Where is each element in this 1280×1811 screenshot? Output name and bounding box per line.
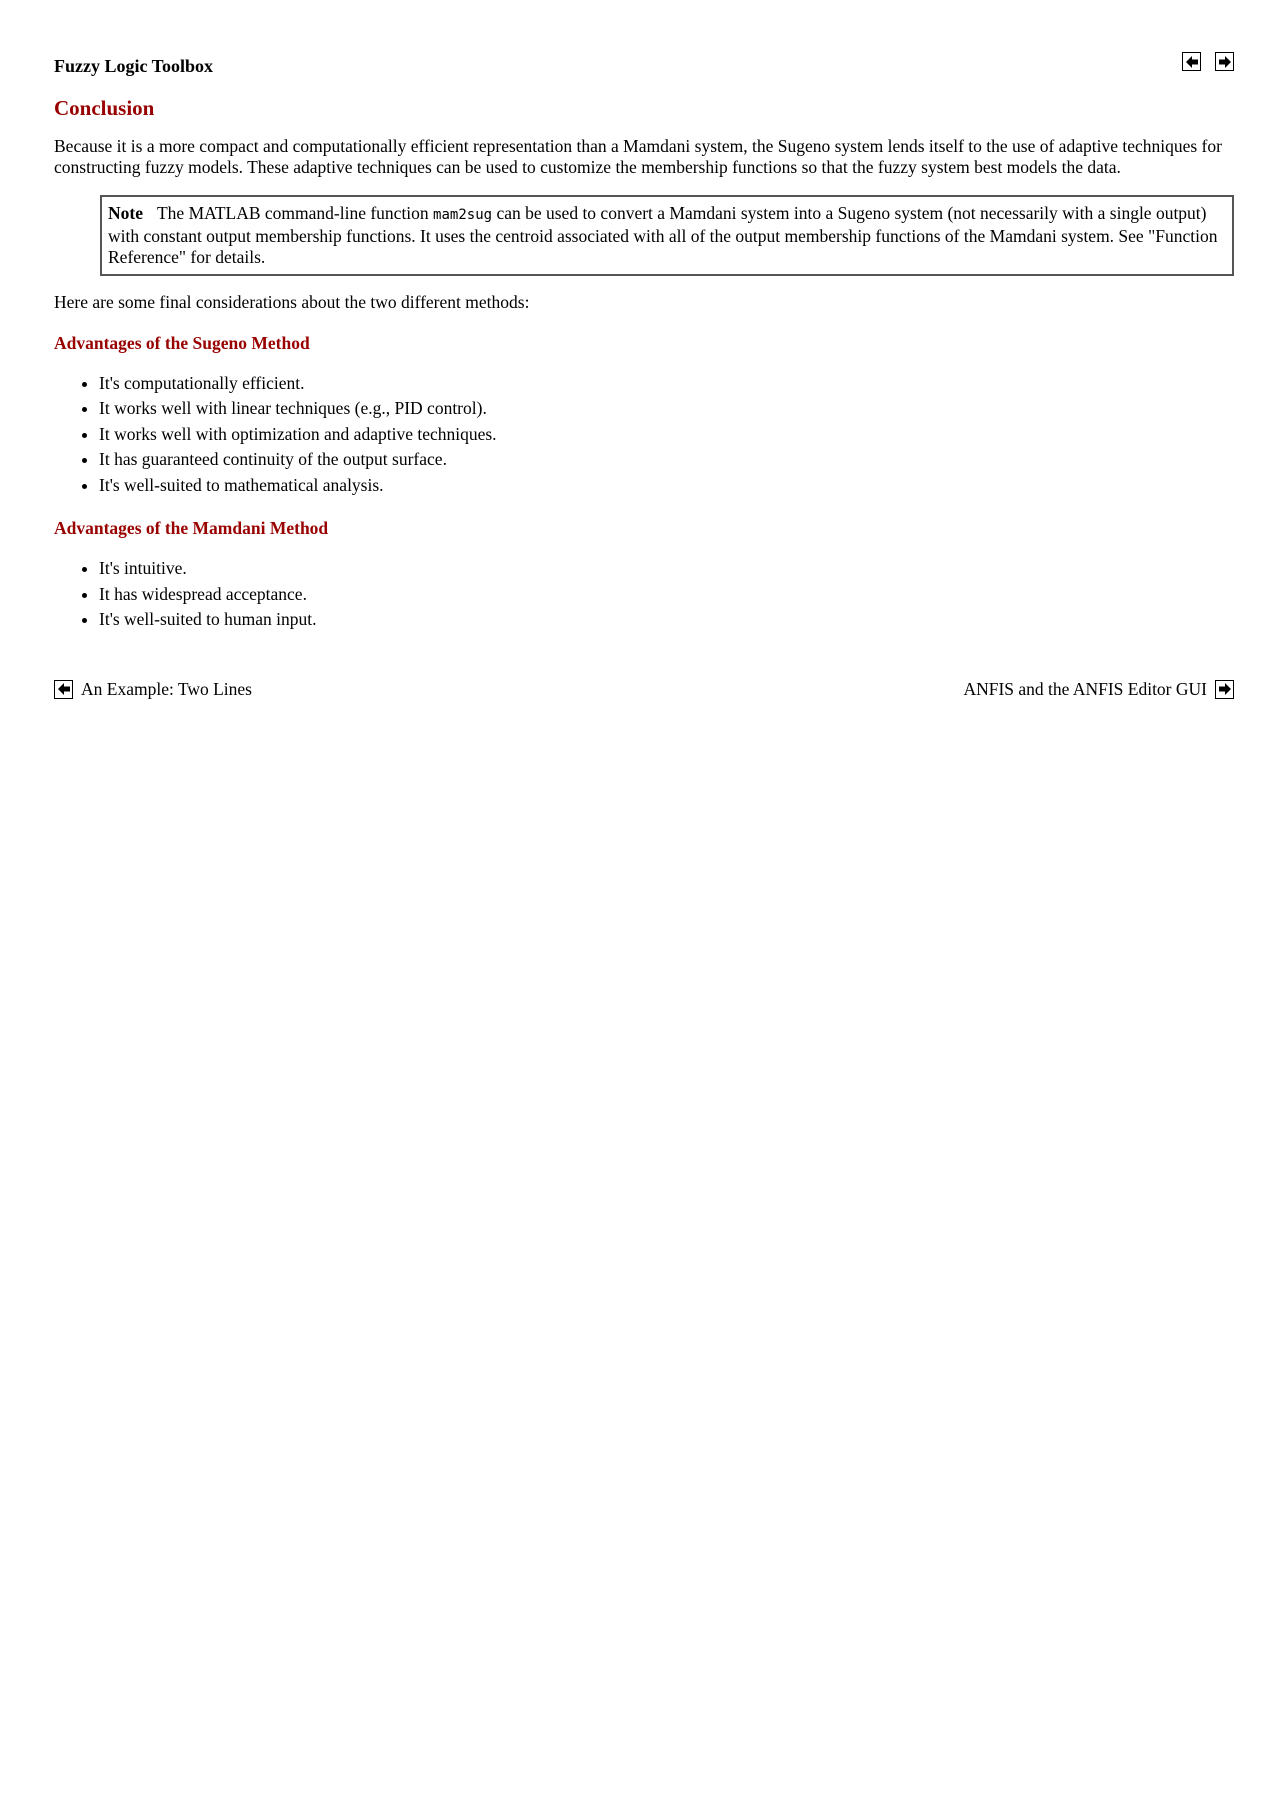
list-item: • It's intuitive.	[99, 556, 1234, 582]
top-bar	[54, 52, 1234, 78]
forward-arrow-icon[interactable]	[1215, 680, 1234, 699]
footer-nav	[54, 679, 1234, 703]
list-item: • It works well with linear techniques (e.g., PID control).	[99, 396, 1234, 422]
list-item: • It works well with optimization and adaptive techniques.	[99, 422, 1234, 448]
note-text-after: can be used to convert a Mamdani system into a Sugeno system (not necessarily with a single output) with constant output membership functions. It uses the centroid associated with all of the output membership functions of the Mamdani system. See "Function Reference" for details.	[108, 203, 1218, 267]
sugeno-list	[54, 371, 1234, 499]
prev-page-label[interactable]: An Example: Two Lines	[81, 678, 252, 699]
prev-page-link[interactable]	[54, 679, 252, 700]
note-box	[100, 195, 1234, 276]
list-item: • It's computationally efficient.	[99, 371, 1234, 397]
mamdani-heading: Advantages of the Mamdani Method	[54, 518, 329, 538]
intro-paragraph: Because it is a more compact and computationally efficient representation than a Mamdani system, the Sugeno system lends itself to the use of adaptive techniques for constructing fuzzy models. These adaptive techniques can be used to customize the membership functions so that the fuzzy system best models the data.	[54, 136, 1222, 177]
product-title: Fuzzy Logic Toolbox	[54, 56, 214, 76]
forward-arrow-icon[interactable]	[1215, 52, 1234, 71]
back-arrow-icon[interactable]	[1182, 52, 1201, 71]
list-item: • It has widespread acceptance.	[99, 582, 1234, 608]
mamdani-list	[54, 556, 1234, 633]
note-code: mam2sug	[433, 207, 493, 223]
next-page-link[interactable]	[963, 679, 1234, 700]
note-label: Note	[108, 203, 143, 223]
page	[54, 52, 1234, 703]
considerations-paragraph: Here are some final considerations about the two different methods:	[54, 292, 530, 312]
note-text-before: The MATLAB command-line function	[156, 203, 434, 223]
sugeno-heading: Advantages of the Sugeno Method	[54, 332, 310, 353]
page-title: Conclusion	[54, 96, 155, 120]
list-item: • It's well-suited to mathematical analysis.	[99, 473, 1234, 499]
list-item: • It has guaranteed continuity of the output surface.	[99, 447, 1234, 473]
list-item: • It's well-suited to human input.	[99, 607, 1234, 633]
next-page-label[interactable]: ANFIS and the ANFIS Editor GUI	[963, 678, 1207, 699]
top-nav	[1182, 52, 1234, 71]
back-arrow-icon[interactable]	[54, 680, 73, 699]
